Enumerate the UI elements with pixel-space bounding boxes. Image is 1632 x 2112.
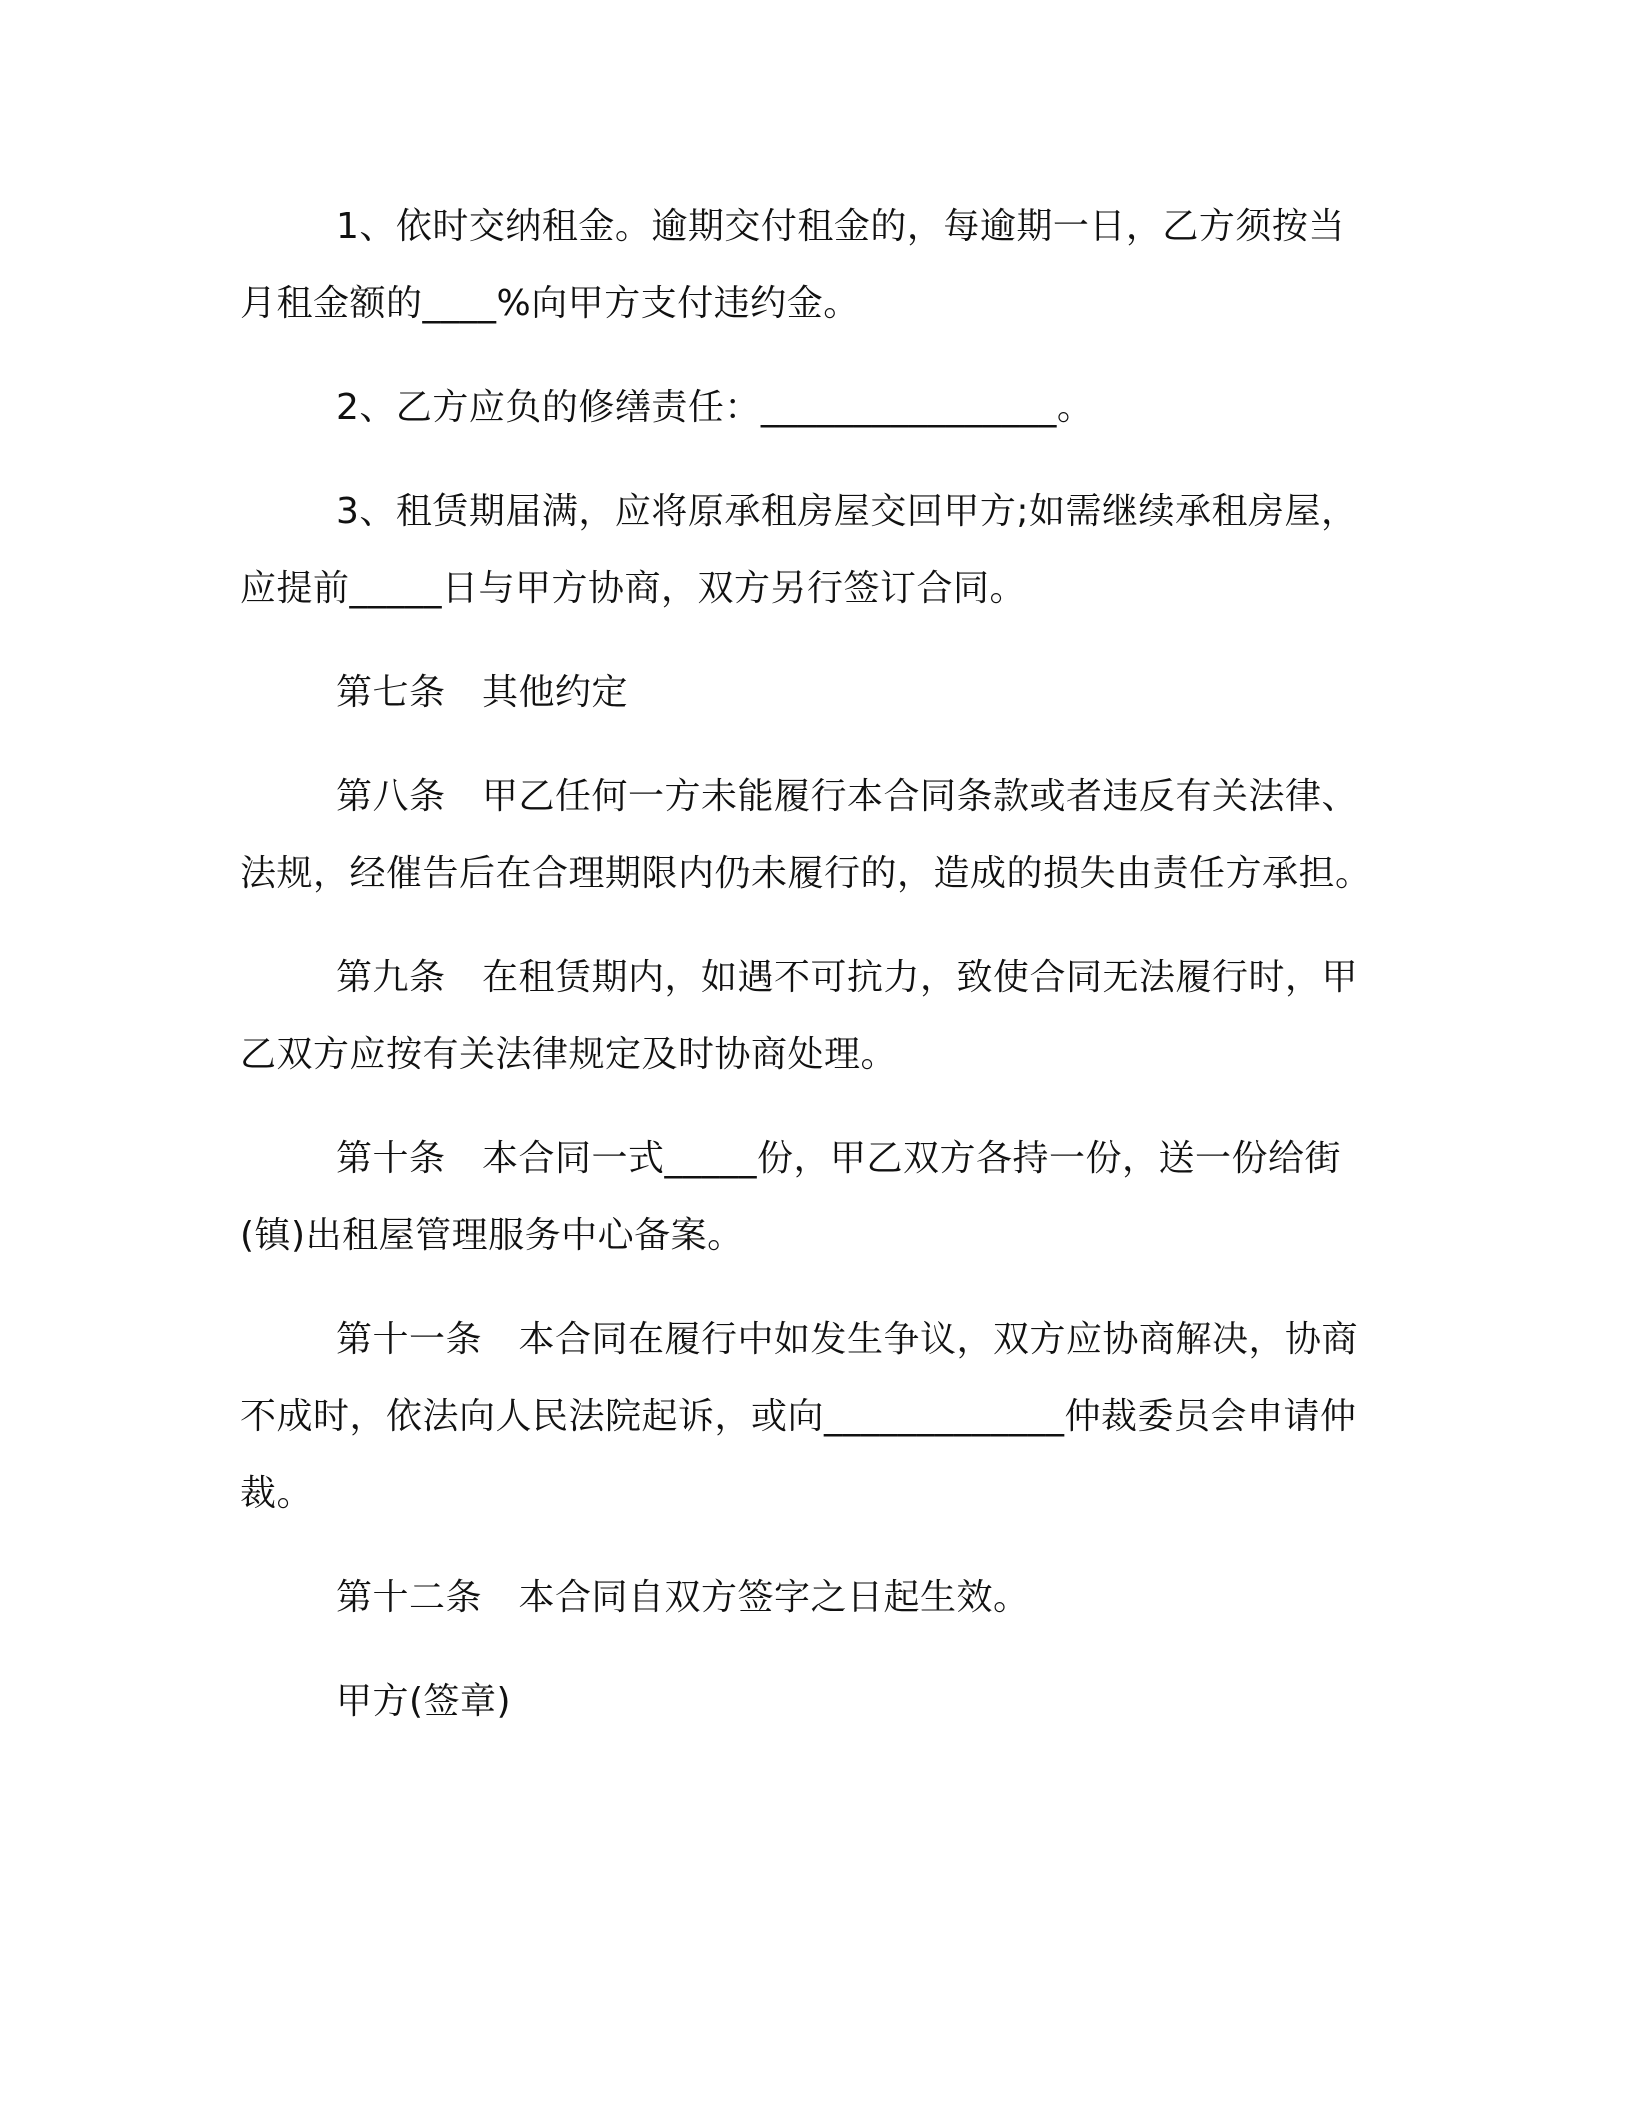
article-9: 第九条 在租赁期内，如遇不可抗力，致使合同无法履行时，甲乙双方应按有关法律规定及时协商处理。 (240, 957, 1359, 1075)
article-11: 第十一条 本合同在履行中如发生争议，双方应协商解决，协商不成时，依法向人民法院起诉，或向_____________仲裁委员会申请仲裁。 (240, 1319, 1359, 1514)
clause-repair-responsibility: 2、乙方应负的修缮责任：________________。 (336, 387, 1094, 428)
article-10: 第十条 本合同一式_____份，甲乙双方各持一份，送一份给街(镇)出租屋管理服务中心备案。 (240, 1138, 1342, 1256)
article-12: 第十二条 本合同自双方签字之日起生效。 (336, 1577, 1030, 1618)
clause-rent-payment: 1、依时交纳租金。逾期交付租金的，每逾期一日，乙方须按当月租金额的____%向甲方支付违约金。 (240, 206, 1345, 324)
party-a-signature-label: 甲方(签章) (336, 1681, 512, 1722)
document-body (240, 188, 1380, 1740)
article-8: 第八条 甲乙任何一方未能履行本合同条款或者违反有关法律、法规，经催告后在合理期限内仍未履行的，造成的损失由责任方承担。 (240, 776, 1372, 894)
article-7-heading: 第七条 其他约定 (336, 672, 629, 713)
clause-lease-expiry: 3、租赁期届满，应将原承租房屋交回甲方;如需继续承租房屋，应提前_____日与甲方协商，双方另行签订合同。 (240, 491, 1358, 609)
